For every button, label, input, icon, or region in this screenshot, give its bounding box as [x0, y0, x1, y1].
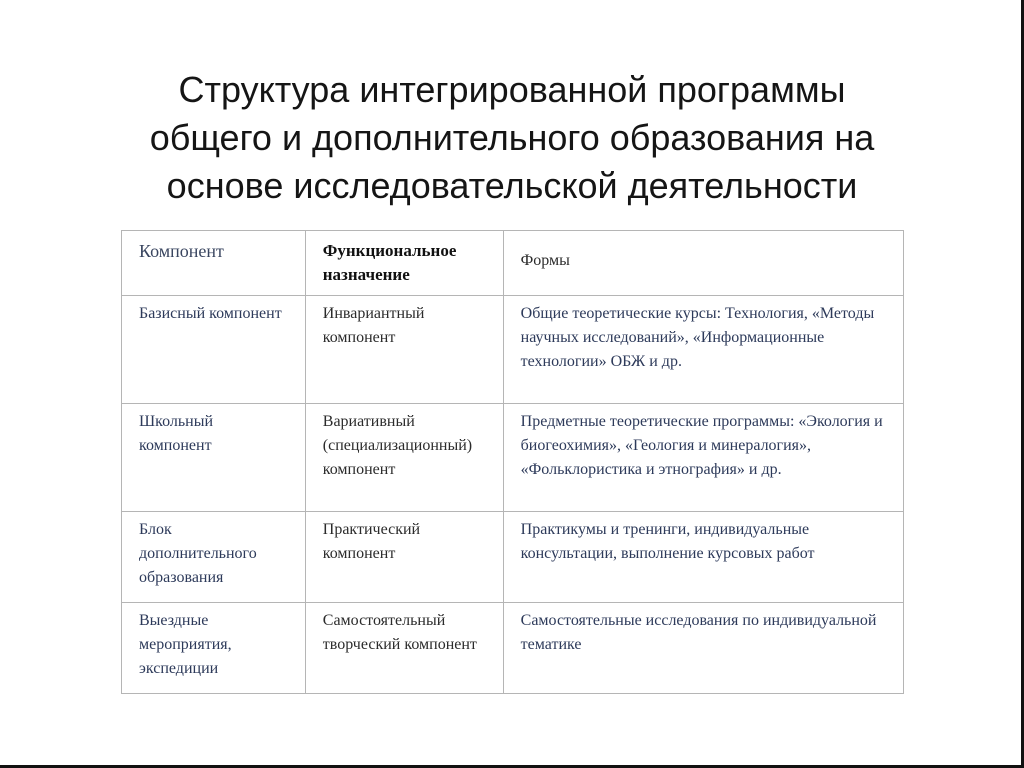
table-row [122, 603, 904, 694]
cell-function: Вариативный (специализационный) компонент [305, 404, 503, 512]
cell-function: Самостоятельный творческий компонент [305, 603, 503, 694]
cell-function: Инвариантный компонент [305, 296, 503, 404]
cell-forms: Самостоятельные исследования по индивидуальной тематике [503, 603, 903, 694]
cell-component: Базисный компонент [122, 296, 306, 404]
table-row [122, 512, 904, 603]
table-header-row [122, 231, 904, 296]
cell-component: Выездные мероприятия, экспедиции [122, 603, 306, 694]
header-forms: Формы [503, 231, 903, 296]
header-function: Функциональное назначение [305, 231, 503, 296]
cell-component: Школьный компонент [122, 404, 306, 512]
cell-forms: Общие теоретические курсы: Технология, «Методы научных исследований», «Информационные технологии» ОБЖ и др. [503, 296, 903, 404]
table-row [122, 296, 904, 404]
slide-title-line-2: общего и дополнительного образования на [149, 117, 875, 158]
cell-component: Блок дополнительного образования [122, 512, 306, 603]
cell-forms: Практикумы и тренинги, индивидуальные консультации, выполнение курсовых работ [503, 512, 903, 603]
slide-title-line-3: основе исследовательской деятельности [166, 165, 858, 206]
slide-title-line-1: Структура интегрированной программы [178, 69, 846, 110]
header-component: Компонент [122, 231, 306, 296]
structure-table [121, 230, 904, 694]
cell-forms: Предметные теоретические программы: «Экология и биогеохимия», «Геология и минералогия», «Фольклористика и этнография» и др. [503, 404, 903, 512]
slide-title [60, 66, 964, 210]
cell-function: Практический компонент [305, 512, 503, 603]
table-row [122, 404, 904, 512]
